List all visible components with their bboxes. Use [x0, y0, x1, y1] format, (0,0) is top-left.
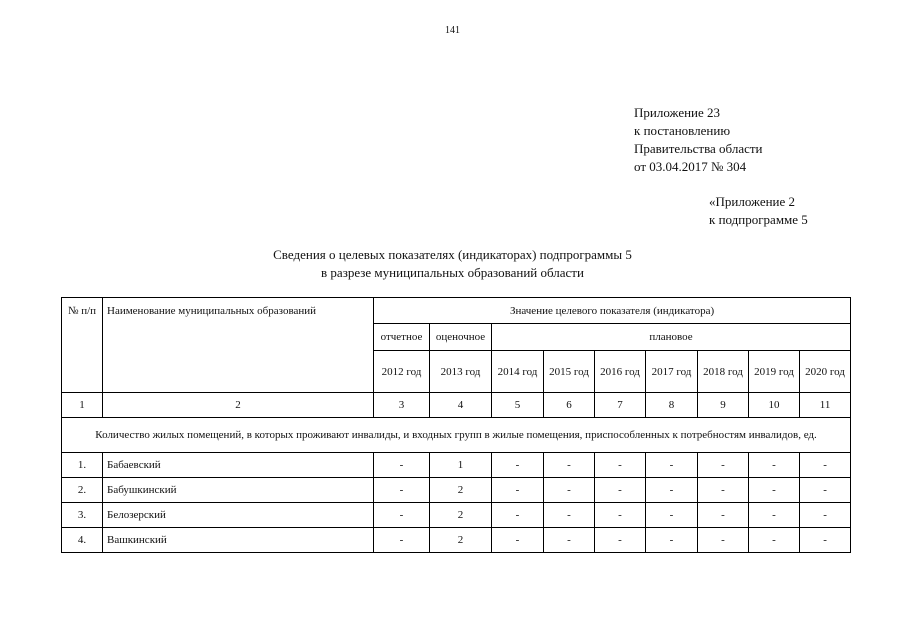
column-number: 10 [749, 393, 800, 418]
row-value: - [374, 503, 430, 528]
column-number: 3 [374, 393, 430, 418]
row-num: 2. [62, 478, 103, 503]
row-name: Бабаевский [103, 453, 374, 478]
column-number: 9 [698, 393, 749, 418]
row-value: - [800, 528, 851, 553]
row-value: - [492, 453, 544, 478]
row-value: - [595, 503, 646, 528]
header-year: 2014 год [492, 351, 544, 393]
row-value: - [544, 503, 595, 528]
column-number: 1 [62, 393, 103, 418]
row-value: - [492, 503, 544, 528]
row-value: - [374, 528, 430, 553]
row-value: - [544, 453, 595, 478]
row-name: Бабушкинский [103, 478, 374, 503]
title-line: в разрезе муниципальных образований области [321, 265, 584, 280]
row-value: 2 [430, 478, 492, 503]
row-value: - [646, 478, 698, 503]
row-value: - [595, 528, 646, 553]
column-number: 5 [492, 393, 544, 418]
row-value: - [374, 453, 430, 478]
header-value: Значение целевого показателя (индикатора) [374, 298, 851, 324]
header-name: Наименование муниципальных образований [103, 298, 374, 393]
row-value: - [595, 453, 646, 478]
row-value: - [374, 478, 430, 503]
row-num: 1. [62, 453, 103, 478]
header-year: 2016 год [595, 351, 646, 393]
section-row [62, 418, 851, 453]
row-value: - [646, 503, 698, 528]
row-value: - [646, 453, 698, 478]
title-line: Сведения о целевых показателях (индикаторах) подпрограммы 5 [273, 247, 632, 262]
header-year: 2018 год [698, 351, 749, 393]
row-value: - [800, 453, 851, 478]
row-value: - [646, 528, 698, 553]
row-value: 2 [430, 503, 492, 528]
row-value: - [492, 528, 544, 553]
column-number: 11 [800, 393, 851, 418]
appendix-line: Правительства области [634, 141, 763, 156]
section-title: Количество жилых помещений, в которых проживают инвалиды, и входных групп в жилые помещения, приспособленных к потребностям инвалидов, ед. [62, 418, 851, 453]
row-value: - [595, 478, 646, 503]
header-year: 2012 год [374, 351, 430, 393]
row-value: - [749, 478, 800, 503]
header-estimated: оценочное [430, 324, 492, 351]
table-row [62, 453, 851, 478]
indicators-table [61, 297, 851, 553]
appendix2-line: «Приложение 2 [709, 194, 796, 209]
row-name: Вашкинский [103, 528, 374, 553]
table-row [62, 528, 851, 553]
column-number: 2 [103, 393, 374, 418]
appendix2-block [709, 193, 808, 229]
row-value: 2 [430, 528, 492, 553]
row-name: Белозерский [103, 503, 374, 528]
header-reported: отчетное [374, 324, 430, 351]
row-value: - [749, 503, 800, 528]
header-year: 2019 год [749, 351, 800, 393]
row-value: - [749, 528, 800, 553]
row-num: 4. [62, 528, 103, 553]
column-number: 4 [430, 393, 492, 418]
header-year: 2015 год [544, 351, 595, 393]
header-planned: плановое [492, 324, 851, 351]
row-value: - [544, 478, 595, 503]
column-number: 7 [595, 393, 646, 418]
row-value: - [544, 528, 595, 553]
row-num: 3. [62, 503, 103, 528]
appendix2-line: к подпрограмме 5 [709, 212, 808, 227]
header-num: № п/п [62, 298, 103, 393]
row-value: - [800, 503, 851, 528]
row-value: - [698, 528, 749, 553]
row-value: - [698, 453, 749, 478]
appendix-block [634, 104, 763, 176]
column-number: 6 [544, 393, 595, 418]
table-row [62, 478, 851, 503]
row-value: - [492, 478, 544, 503]
column-number-row [62, 393, 851, 418]
appendix-line: от 03.04.2017 № 304 [634, 159, 747, 174]
table-row [62, 503, 851, 528]
row-value: - [749, 453, 800, 478]
appendix-line: Приложение 23 [634, 105, 721, 120]
page-number: 141 [445, 25, 460, 36]
appendix-line: к постановлению [634, 123, 731, 138]
row-value: - [698, 478, 749, 503]
row-value: - [698, 503, 749, 528]
column-number: 8 [646, 393, 698, 418]
header-year: 2013 год [430, 351, 492, 393]
row-value: - [800, 478, 851, 503]
header-year: 2020 год [800, 351, 851, 393]
document-title [0, 246, 905, 282]
row-value: 1 [430, 453, 492, 478]
header-year: 2017 год [646, 351, 698, 393]
